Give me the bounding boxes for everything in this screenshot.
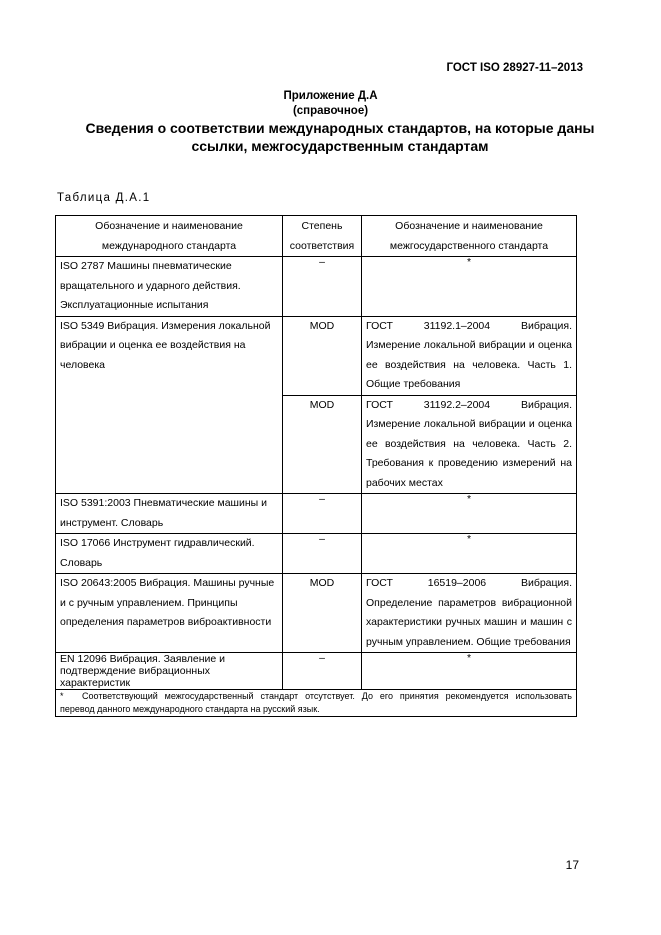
table-row [56, 316, 577, 395]
degree-cell: – [283, 257, 362, 317]
interstate-standard-cell: * [362, 257, 577, 317]
degree-cell: MOD [283, 395, 362, 494]
interstate-standard-cell: * [362, 494, 577, 534]
table-row [56, 494, 577, 534]
interstate-standard-cell: ГОСТ 31192.2–2004 Вибрация. Измерение локальной вибрации и оценка ее воздействия на человека. Часть 2. Требования к проведению измерений на рабочих местах [362, 395, 577, 494]
column-header-degree: Степень соответствия [283, 216, 362, 257]
table-footnote [56, 690, 577, 717]
footnote-mark: * [60, 691, 64, 701]
column-header-international: Обозначение и наименование международного стандарта [56, 216, 283, 257]
international-standard-cell: ISO 5391:2003 Пневматические машины и инструмент. Словарь [56, 494, 283, 534]
degree-cell: – [283, 653, 362, 690]
table-label: Таблица Д.А.1 [57, 192, 151, 204]
international-standard-cell: ISO 20643:2005 Вибрация. Машины ручные и с ручным управлением. Принципы определения параметров виброактивности [56, 574, 283, 653]
footnote-text: Соответствующий межгосударственный стандарт отсутствует. До его принятия рекомендуется использовать перевод данного международного стандарта на русский язык. [60, 691, 572, 714]
table-row [56, 653, 577, 690]
interstate-standard-cell: * [362, 534, 577, 574]
annex-name: Приложение Д.А [283, 90, 378, 102]
page-number: 17 [565, 858, 579, 872]
column-header-interstate: Обозначение и наименование межгосударственного стандарта [362, 216, 577, 257]
correspondence-table [55, 215, 577, 717]
international-standard-cell: ISO 2787 Машины пневматические вращательного и ударного действия. Эксплуатационные испытания [56, 257, 283, 317]
degree-cell: – [283, 494, 362, 534]
table-footnote-row [56, 690, 577, 717]
interstate-standard-cell: ГОСТ 31192.1–2004 Вибрация. Измерение локальной вибрации и оценка ее воздействия на человека. Часть 1. Общие требования [362, 316, 577, 395]
table-row [56, 257, 577, 317]
degree-cell: – [283, 534, 362, 574]
table-row [56, 534, 577, 574]
international-standard-cell: ISO 17066 Инструмент гидравлический. Словарь [56, 534, 283, 574]
interstate-standard-cell: * [362, 653, 577, 690]
document-code: ГОСТ ISO 28927-11–2013 [446, 62, 583, 74]
table-row [56, 574, 577, 653]
table-header-row [56, 216, 577, 257]
international-standard-cell: EN 12096 Вибрация. Заявление и подтверждение вибрационных характеристик [56, 653, 283, 690]
degree-cell: MOD [283, 316, 362, 395]
annex-heading [0, 89, 661, 119]
annex-kind: (справочное) [292, 105, 369, 117]
degree-cell: MOD [283, 574, 362, 653]
annex-title: Сведения о соответствии международных стандартов, на которые даны ссылки, межгосударственным стандартам [85, 120, 595, 154]
interstate-standard-cell: ГОСТ 16519–2006 Вибрация. Определение параметров вибрационной характеристики ручных машин и машин с ручным управлением. Общие требования [362, 574, 577, 653]
international-standard-cell: ISO 5349 Вибрация. Измерения локальной вибрации и оценка ее воздействия на человека [56, 316, 283, 494]
